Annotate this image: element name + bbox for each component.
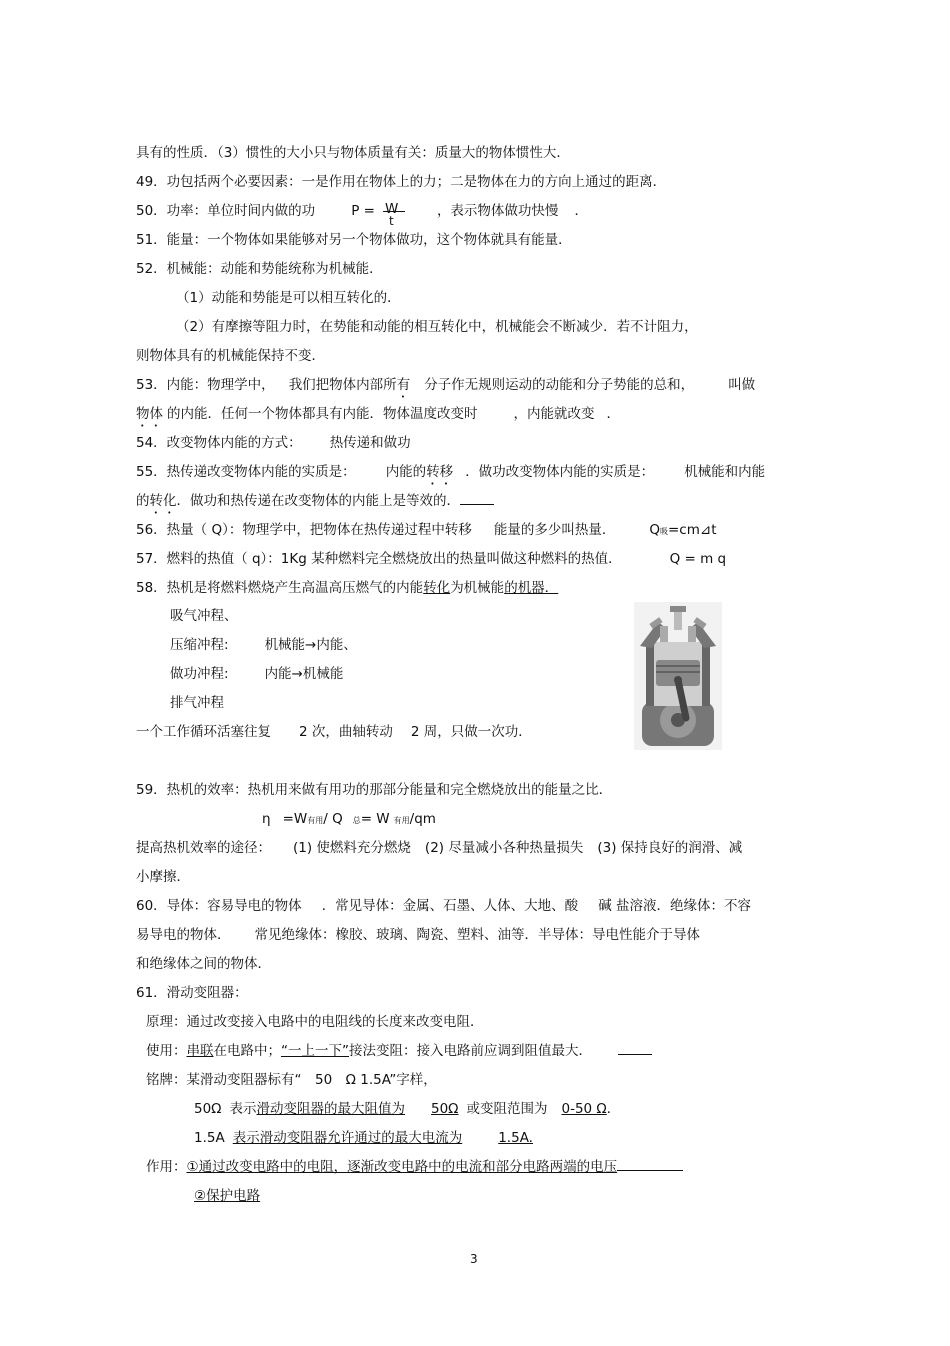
rheostat-usage: 使用：串联在电路中；“一上一下”接法变阻：接入电路前应调到阻值最大． [146, 1041, 652, 1061]
item-55-cont: 的转化．做功和热传递在改变物体的内能上是等效的． [136, 491, 494, 517]
item-54: 54．改变物体内能的方式： 热传递和做功 [136, 435, 411, 451]
item-58: 58．热机是将燃料燃烧产生高温高压燃气的内能转化为机械能的机器． [136, 580, 559, 596]
efficiency-methods-cont: 小摩擦． [136, 869, 190, 885]
item-57: 57．燃料的热值（ q）：1Kg 某种燃料完全燃烧放出的热量叫做这种燃料的热值． Q = m q [136, 551, 727, 567]
efficiency-methods: 提高热机效率的途径： (1) 使燃料充分燃烧 (2) 尽量减小各种热量损失 (3) 保持良好的润滑、减 [136, 840, 743, 856]
item-51: 51．能量：一个物体如果能够对另一个物体做功，这个物体就具有能量． [136, 232, 572, 248]
item-59: 59．热机的效率：热机用来做有用功的那部分能量和完全燃烧放出的能量之比． [136, 782, 613, 798]
item-53-cont: 物体 的内能．任何一个物体都具有内能．物体温度改变时 ，内能就改变 ． [136, 406, 620, 422]
heat-formula: Q吸=cm⊿t [649, 522, 717, 538]
item-52-2-cont: 则物体具有的机械能保持不变． [136, 348, 325, 364]
item-50: 50．功率：单位时间内做的功 P = W t ，表示物体做功快慢 ． [136, 201, 588, 228]
item-60-cont2: 和绝缘体之间的物体． [136, 956, 271, 972]
power-formula: P = W t [351, 203, 409, 219]
item-60-cont: 易导电的物体． 常见绝缘体：橡胶、玻璃、陶瓷、塑料、油等．半导体：导电性能介于导体 [136, 927, 700, 943]
item-52-1: （1）动能和势能是可以相互转化的． [176, 290, 401, 306]
item-52-2: （2）有摩擦等阻力时，在势能和动能的相互转化中，机械能会不断减少．若不计阻力， [176, 319, 698, 335]
stroke-exhaust: 排气冲程 [170, 695, 224, 711]
page-number: 3 [470, 1252, 478, 1266]
stroke-compression: 压缩冲程: 机械能→内能、 [170, 637, 357, 653]
item-49: 49．功包括两个必要因素：一是作用在物体上的力；二是物体在力的方向上通过的距离． [136, 174, 667, 190]
engine-cylinder-icon [634, 602, 722, 750]
rheostat-current: 1.5A 表示滑动变阻器允许通过的最大电流为 1.5A. [194, 1130, 533, 1146]
stroke-intake: 吸气冲程、 [170, 608, 238, 624]
efficiency-formula: η =W有用/ Q 总= W 有用/qm [262, 811, 436, 827]
work-cycle: 一个工作循环活塞往复 2 次，曲轴转动 2 周，只做一次功． [136, 724, 532, 740]
rheostat-resistance: 50Ω 表示滑动变阻器的最大阻值为 50Ω 或变阻范围为 0-50 Ω． [194, 1101, 621, 1117]
item-55: 55．热传递改变物体内能的实质是： 内能的转移 ．做功改变物体内能的实质是： 机械能和内能 [136, 464, 766, 480]
rheostat-function: 作用：①通过改变电路中的电阻，逐渐改变电路中的电流和部分电路两端的电压 [146, 1157, 683, 1177]
item-52: 52．机械能：动能和势能统称为机械能． [136, 261, 383, 277]
item-61: 61．滑动变阻器： [136, 985, 248, 1001]
rheostat-function-2: ②保护电路 [194, 1188, 261, 1204]
stroke-power: 做功冲程: 内能→机械能 [170, 666, 344, 682]
fuel-heat-formula: Q = m q [669, 551, 727, 567]
rheostat-nameplate: 铭牌：某滑动变阻器标有“ 50 Ω 1.5A”字样， [146, 1072, 437, 1088]
item-56: 56．热量（ Q）：物理学中，把物体在热传递过程中转移 能量的多少叫热量． Q吸=cm⊿t [136, 522, 717, 538]
item-60: 60．导体：容易导电的物体 ．常见导体：金属、石墨、人体、大地、酸 碱 盐溶液．绝缘体：不容 [136, 898, 751, 914]
item-53: 53．内能：物理学中， 我们把物体内部所有 分子作无规则运动的动能和分子势能的总和， 叫做 [136, 377, 756, 393]
line-inertia: 具有的性质．（3）惯性的大小只与物体质量有关：质量大的物体惯性大． [136, 145, 570, 161]
rheostat-principle: 原理：通过改变接入电路中的电阻线的长度来改变电阻． [146, 1014, 484, 1030]
